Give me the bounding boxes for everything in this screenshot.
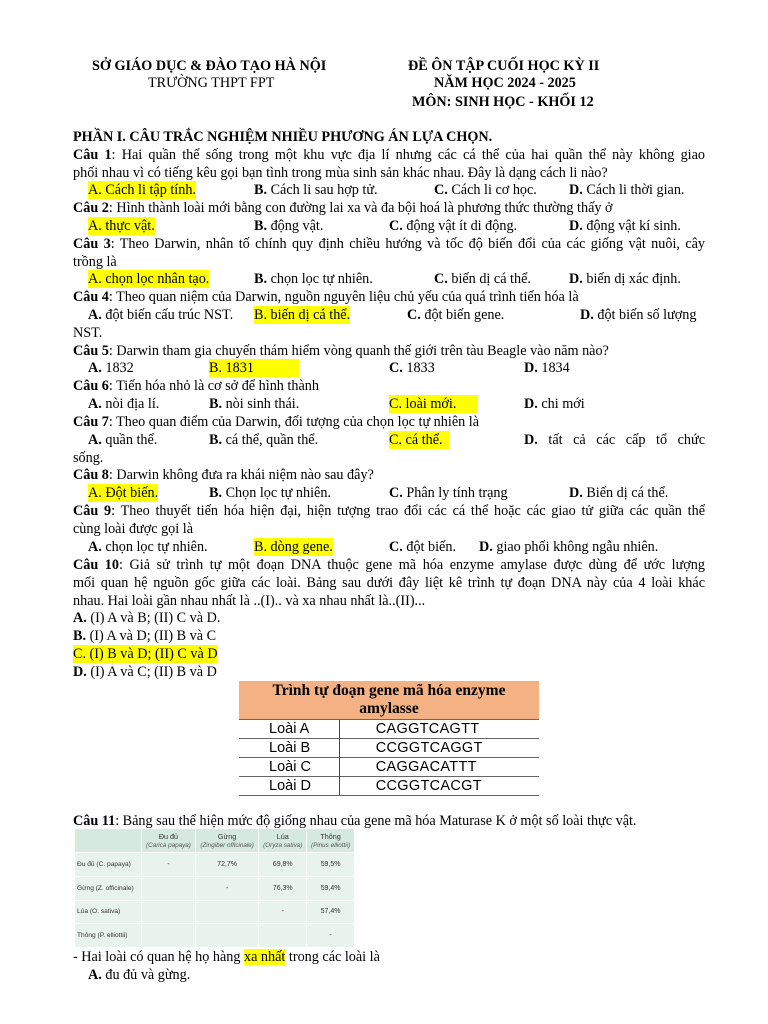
q3-option-d[interactable]: D. biến dị xác định. <box>569 271 681 287</box>
question-9-line1: Câu 9: Theo thuyết tiến hóa hiện đại, hiện tượng trao đổi các cá thể hoặc các giao tử giữa các quần thể <box>73 503 706 519</box>
sequence-cell: CCGGTCAGGT <box>339 739 539 758</box>
table-cell <box>195 900 258 924</box>
sequence-cell: CAGGTCAGTT <box>339 720 539 739</box>
q9-option-b[interactable]: B. dòng gene. <box>254 539 333 555</box>
q3-option-a[interactable]: A. chọn lọc nhân tạo. <box>88 271 210 287</box>
q10-option-b[interactable]: B. (I) A và D; (II) B và C <box>73 628 217 644</box>
table-cell <box>142 924 196 947</box>
q4-option-a[interactable]: A. đột biến cấu trúc NST. <box>88 307 234 323</box>
row-header: Thông (P. elliottii) <box>75 924 142 947</box>
question-7: Câu 7: Theo quan điểm của Darwin, đối tượng của chọn lọc tự nhiên là <box>73 414 479 430</box>
table-cell: 59,5% <box>307 853 354 877</box>
table-row <box>75 924 355 947</box>
column-header: Thông (Pinus elliottii) <box>307 829 354 853</box>
table-cell: - <box>142 853 196 877</box>
species-cell: Loài D <box>239 777 339 796</box>
q2-option-d[interactable]: D. động vật kí sinh. <box>569 218 681 234</box>
table-row <box>239 720 539 739</box>
table-cell: - <box>259 900 307 924</box>
q8-option-c[interactable]: C. Phân ly tính trạng <box>389 485 508 501</box>
school-name: TRƯỜNG THPT FPT <box>148 75 275 91</box>
q10-option-c[interactable]: C. (I) B và D; (II) C và D <box>73 646 218 662</box>
table-cell <box>142 900 196 924</box>
table-row <box>239 739 539 758</box>
maturase-similarity-table <box>74 829 354 947</box>
table-row <box>75 876 355 900</box>
question-5: Câu 5: Darwin tham gia chuyến thám hiểm vòng quanh thế giới trên tàu Beagle vào năm nào? <box>73 343 609 359</box>
q10-option-a[interactable]: A. (I) A và B; (II) C và D. <box>73 610 221 626</box>
q7-option-d[interactable]: D. tất cả các cấp tổ chức <box>524 432 705 448</box>
table-cell: 69,8% <box>259 853 307 877</box>
table-cell: - <box>195 876 258 900</box>
q6-option-c[interactable]: C. loài mới. <box>389 395 478 413</box>
highlight-xa-nhat: xa nhất <box>243 949 286 965</box>
question-11-prompt: - Hai loài có quan hệ họ hàng xa nhất trong các loài là <box>73 949 380 965</box>
row-header: Lúa (O. sativa) <box>75 900 142 924</box>
q5-option-b[interactable]: B. 1831 <box>209 359 299 377</box>
column-header: Đu đủ (Carica papaya) <box>142 829 196 853</box>
q9-option-a[interactable]: A. chọn lọc tự nhiên. <box>88 539 208 555</box>
q7-option-b[interactable]: B. cá thể, quần thể. <box>209 432 319 448</box>
table-cell <box>259 924 307 947</box>
school-year: NĂM HỌC 2024 - 2025 <box>434 75 576 91</box>
table-cell: 57,4% <box>307 900 354 924</box>
dna-sequence-table <box>239 681 539 796</box>
q7-option-a[interactable]: A. quần thể. <box>88 432 158 448</box>
q4-option-b[interactable]: B. biến dị cá thể. <box>254 307 351 323</box>
q4-option-d-cont: NST. <box>73 325 103 341</box>
school-department: SỞ GIÁO DỤC & ĐÀO TẠO HÀ NỘI <box>92 58 327 74</box>
column-header: Lúa (Oryza sativa) <box>259 829 307 853</box>
q6-option-d[interactable]: D. chi mới <box>524 396 585 412</box>
question-6: Câu 6: Tiến hóa nhỏ là cơ sở để hình thành <box>73 378 319 394</box>
table-row <box>239 758 539 777</box>
question-8: Câu 8: Darwin không đưa ra khái niệm nào sau đây? <box>73 467 374 483</box>
q9-option-d[interactable]: D. giao phối không ngẫu nhiên. <box>479 539 659 555</box>
column-header: Gừng (Zingiber officinale) <box>195 829 258 853</box>
q5-option-d[interactable]: D. 1834 <box>524 360 570 376</box>
question-3-line1: Câu 3: Theo Darwin, nhân tố chính quy định chiều hướng và tốc độ biến đổi của các giống vật nuôi, cây <box>73 236 706 252</box>
question-11: Câu 11: Bảng sau thể hiện mức độ giống nhau của gene mã hóa Maturase K ở một số loài thực vật. <box>73 813 637 829</box>
table-cell: 72,7% <box>195 853 258 877</box>
species-cell: Loài A <box>239 720 339 739</box>
q2-option-b[interactable]: B. động vật. <box>254 218 324 234</box>
question-10-line2: mối quan hệ nguồn gốc giữa các loài. Bảng sau dưới đây liệt kê trình tự đoạn DNA này của 4 loài khác <box>73 575 705 591</box>
table-row <box>239 777 539 796</box>
question-3-line2: trồng là <box>73 254 117 270</box>
q6-option-b[interactable]: B. nòi sinh thái. <box>209 396 300 412</box>
section-title: PHẦN I. CÂU TRẮC NGHIỆM NHIỀU PHƯƠNG ÁN LỰA CHỌN. <box>73 129 493 145</box>
question-2: Câu 2: Hình thành loài mới bằng con đường lai xa và đa bội hoá là phương thức thường thấy ở <box>73 200 613 216</box>
table-cell: - <box>307 924 354 947</box>
q10-option-d[interactable]: D. (I) A và C; (II) B và D <box>73 664 217 680</box>
q2-option-a[interactable]: A. thực vật. <box>88 218 155 234</box>
table-corner <box>75 829 142 853</box>
q8-option-b[interactable]: B. Chọn lọc tự nhiên. <box>209 485 331 501</box>
q8-option-a[interactable]: A. Đột biến. <box>88 485 159 501</box>
table-cell <box>142 876 196 900</box>
q3-option-b[interactable]: B. chọn lọc tự nhiên. <box>254 271 373 287</box>
q1-option-a[interactable]: A. Cách li tập tính. <box>88 182 196 198</box>
question-1-line2: phối nhau vì có tiếng kêu gọi bạn tình trong mùa sinh sản khác nhau. Đây là dạng cách li nào? <box>73 165 608 181</box>
subject-line: MÔN: SINH HỌC - KHỐI 12 <box>412 94 594 110</box>
table-cell: 59,4% <box>307 876 354 900</box>
sequence-cell: CCGGTCACGT <box>339 777 539 796</box>
species-cell: Loài B <box>239 739 339 758</box>
q1-option-d[interactable]: D. Cách li thời gian. <box>569 182 685 198</box>
q6-option-a[interactable]: A. nòi địa lí. <box>88 396 160 412</box>
q4-option-c[interactable]: C. đột biến gene. <box>407 307 505 323</box>
q4-option-d[interactable]: D. đột biến số lượng <box>580 307 697 323</box>
q2-option-c[interactable]: C. động vật ít di động. <box>389 218 518 234</box>
question-10-line1: Câu 10: Giả sử trình tự một đoạn DNA thuộc gene mã hóa enzyme amylase được dùng để ước lượng <box>73 557 705 573</box>
question-9-line2: cùng loài được gọi là <box>73 521 193 537</box>
question-10-line3: nhau. Hai loài gần nhau nhất là ..(I).. và xa nhau nhất là..(II)... <box>73 593 426 609</box>
q7-option-d-cont: sống. <box>73 450 104 466</box>
q9-option-c[interactable]: C. đột biến. <box>389 539 456 555</box>
dna-table-header: Trình tự đoạn gene mã hóa enzyme amylasse <box>239 681 539 720</box>
table-row <box>75 900 355 924</box>
row-header: Gừng (Z. officinale) <box>75 876 142 900</box>
q11-option-a[interactable]: A. đu đủ và gừng. <box>88 967 191 983</box>
q5-option-c[interactable]: C. 1833 <box>389 360 435 376</box>
table-cell: 76,3% <box>259 876 307 900</box>
question-4: Câu 4: Theo quan niệm của Darwin, nguồn nguyên liệu chủ yếu của quá trình tiến hóa là <box>73 289 579 305</box>
q5-option-a[interactable]: A. 1832 <box>88 360 134 376</box>
q1-option-c[interactable]: C. Cách li cơ học. <box>434 182 537 198</box>
sequence-cell: CAGGACATTT <box>339 758 539 777</box>
row-header: Đu đủ (C. papaya) <box>75 853 142 877</box>
q8-option-d[interactable]: D. Biến dị cá thể. <box>569 485 669 501</box>
q7-option-c[interactable]: C. cá thể. <box>389 431 450 449</box>
exam-title: ĐỀ ÔN TẬP CUỐI HỌC KỲ II <box>408 58 600 74</box>
table-row <box>75 853 355 877</box>
q3-option-c[interactable]: C. biến dị cá thể. <box>434 271 531 287</box>
species-cell: Loài C <box>239 758 339 777</box>
table-cell <box>195 924 258 947</box>
q1-option-b[interactable]: B. Cách li sau hợp tử. <box>254 182 378 198</box>
question-1-line1: Câu 1: Hai quần thể sống trong một khu vực địa lí nhưng các cá thể của hai quần thể này không giao <box>73 147 705 163</box>
